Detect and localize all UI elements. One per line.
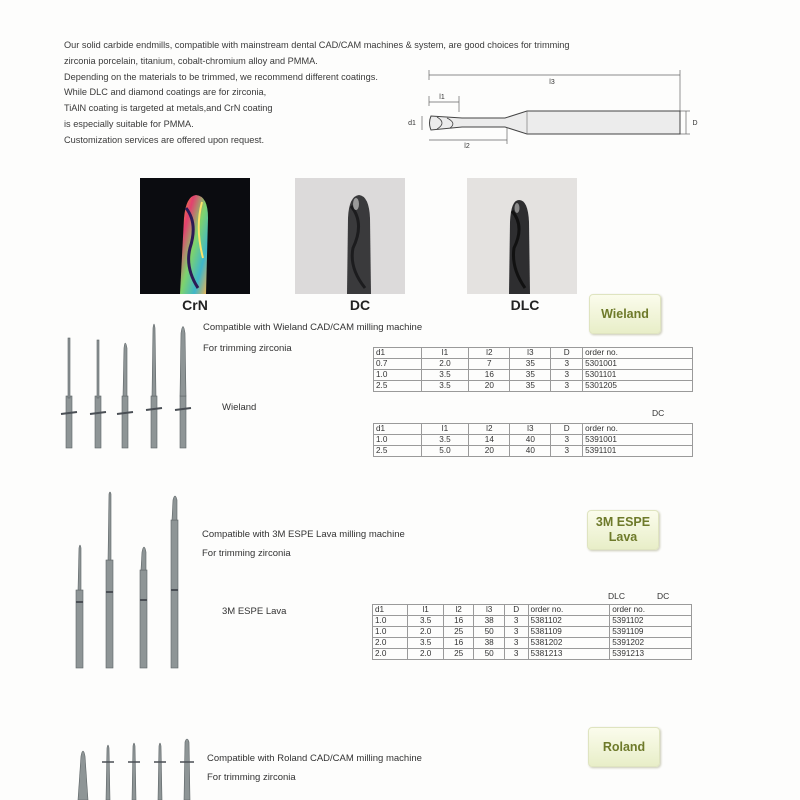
col-header: D bbox=[551, 424, 583, 435]
col-header: d1 bbox=[374, 348, 422, 359]
intro-line: Our solid carbide endmills, compatible with mainstream dental CAD/CAM machines & system, are good choices for trimming bbox=[64, 40, 570, 50]
cell: 5.0 bbox=[421, 446, 469, 457]
cell: 40 bbox=[510, 435, 551, 446]
col-header: order no. bbox=[610, 605, 692, 616]
col-header: l2 bbox=[469, 348, 510, 359]
table-row bbox=[374, 359, 693, 370]
cell: 14 bbox=[469, 435, 510, 446]
cell: 3.5 bbox=[421, 381, 469, 392]
cell: 0.7 bbox=[374, 359, 422, 370]
cell: 5301001 bbox=[583, 359, 693, 370]
wieland-dc-title: DC bbox=[652, 408, 665, 418]
col-header: l1 bbox=[421, 348, 469, 359]
col-header: l2 bbox=[469, 424, 510, 435]
intro-line: Depending on the materials to be trimmed, we recommend different coatings. bbox=[64, 71, 378, 82]
cell: 1.0 bbox=[373, 627, 408, 638]
cell: 5301205 bbox=[583, 381, 693, 392]
cell: 38 bbox=[474, 616, 505, 627]
cell: 3 bbox=[504, 616, 528, 627]
cell: 1.0 bbox=[373, 616, 408, 627]
roland-tools-photo bbox=[72, 736, 202, 800]
col-header: l3 bbox=[510, 348, 551, 359]
table-row bbox=[373, 649, 692, 660]
cell: 5391213 bbox=[610, 649, 692, 660]
coating-caption-dlc: DLC bbox=[510, 297, 540, 313]
D-label: D bbox=[692, 120, 698, 127]
cell: 35 bbox=[510, 359, 551, 370]
cell: 5391001 bbox=[583, 435, 693, 446]
l3-label: l3 bbox=[549, 79, 555, 86]
col-header: l1 bbox=[408, 605, 443, 616]
intro-line: is especially suitable for PMMA. bbox=[64, 118, 194, 129]
cell: 2.0 bbox=[408, 649, 443, 660]
table-header-row bbox=[374, 424, 693, 435]
cell: 3 bbox=[504, 649, 528, 660]
table-row bbox=[373, 616, 692, 627]
cell: 5381202 bbox=[528, 638, 610, 649]
wieland-dc-table bbox=[373, 423, 693, 457]
l1-label: l1 bbox=[439, 94, 445, 101]
cell: 2.0 bbox=[408, 627, 443, 638]
lava-tools-photo bbox=[70, 490, 190, 670]
lava-badge: 3M ESPE Lava bbox=[587, 510, 659, 550]
cell: 5381109 bbox=[528, 627, 610, 638]
cell: 5391101 bbox=[583, 446, 693, 457]
col-header: l2 bbox=[443, 605, 474, 616]
cell: 50 bbox=[474, 627, 505, 638]
cell: 25 bbox=[443, 649, 474, 660]
cell: 40 bbox=[510, 446, 551, 457]
cell: 5391202 bbox=[610, 638, 692, 649]
cell: 20 bbox=[469, 446, 510, 457]
roland-trim-text: For trimming zirconia bbox=[207, 772, 296, 783]
table-row bbox=[373, 627, 692, 638]
intro-line: Customization services are offered upon request. bbox=[64, 134, 265, 145]
cell: 3.5 bbox=[421, 370, 469, 381]
cell: 2.0 bbox=[421, 359, 469, 370]
cell: 3 bbox=[551, 381, 583, 392]
cell: 5391109 bbox=[610, 627, 692, 638]
wieland-label: Wieland bbox=[222, 402, 257, 413]
cell: 2.5 bbox=[374, 381, 422, 392]
col-header: l3 bbox=[474, 605, 505, 616]
cell: 7 bbox=[469, 359, 510, 370]
cell: 3 bbox=[504, 638, 528, 649]
cell: 1.0 bbox=[374, 370, 422, 381]
cell: 3.5 bbox=[408, 616, 443, 627]
cell: 5381102 bbox=[528, 616, 610, 627]
roland-compat-text: Compatible with Roland CAD/CAM milling machine bbox=[207, 753, 422, 764]
col-header: D bbox=[504, 605, 528, 616]
lava-dc-col-title: DC bbox=[657, 591, 670, 601]
cell: 35 bbox=[510, 370, 551, 381]
cell: 16 bbox=[443, 616, 474, 627]
cell: 3.5 bbox=[408, 638, 443, 649]
cell: 35 bbox=[510, 381, 551, 392]
coating-caption-crn: CrN bbox=[182, 297, 208, 313]
wieland-trim-text: For trimming zirconia bbox=[203, 343, 292, 354]
lava-label: 3M ESPE Lava bbox=[222, 606, 287, 617]
roland-badge: Roland bbox=[588, 727, 660, 767]
crn-coated-tool-photo bbox=[140, 178, 250, 294]
dlc-coated-tool-photo bbox=[467, 178, 577, 294]
cell: 16 bbox=[443, 638, 474, 649]
intro-line: While DLC and diamond coatings are for zirconia, bbox=[64, 87, 267, 98]
wieland-badge: Wieland bbox=[589, 294, 661, 334]
l2-label: l2 bbox=[464, 143, 470, 150]
col-header: order no. bbox=[583, 424, 693, 435]
table-row bbox=[374, 381, 693, 392]
col-header: d1 bbox=[374, 424, 422, 435]
coating-caption-dc: DC bbox=[349, 297, 371, 313]
intro-line: zirconia porcelain, titanium, cobalt-chromium alloy and PMMA. bbox=[64, 55, 318, 66]
table-header-row bbox=[373, 605, 692, 616]
cell: 5381213 bbox=[528, 649, 610, 660]
endmill-dimension-drawing bbox=[402, 66, 712, 166]
lava-dlc-col-title: DLC bbox=[608, 591, 626, 601]
col-header: D bbox=[551, 348, 583, 359]
cell: 3 bbox=[504, 627, 528, 638]
cell: 38 bbox=[474, 638, 505, 649]
cell: 3 bbox=[551, 446, 583, 457]
lava-spec-table bbox=[372, 604, 692, 660]
wieland-spec-table bbox=[373, 347, 693, 392]
cell: 25 bbox=[443, 627, 474, 638]
col-header: l1 bbox=[421, 424, 469, 435]
cell: 2.5 bbox=[374, 446, 422, 457]
intro-line: TiAlN coating is targeted at metals,and CrN coating bbox=[64, 103, 273, 114]
table-row bbox=[374, 435, 693, 446]
cell: 3 bbox=[551, 370, 583, 381]
col-header: l3 bbox=[510, 424, 551, 435]
col-header: order no. bbox=[528, 605, 610, 616]
cell: 16 bbox=[469, 370, 510, 381]
lava-compat-text: Compatible with 3M ESPE Lava milling machine bbox=[202, 529, 405, 540]
cell: 20 bbox=[469, 381, 510, 392]
cell: 2.0 bbox=[373, 638, 408, 649]
cell: 3 bbox=[551, 435, 583, 446]
cell: 3 bbox=[551, 359, 583, 370]
table-row bbox=[374, 370, 693, 381]
table-row bbox=[374, 446, 693, 457]
wieland-tools-photo bbox=[58, 318, 198, 453]
cell: 1.0 bbox=[374, 435, 422, 446]
col-header: d1 bbox=[373, 605, 408, 616]
col-header: order no. bbox=[583, 348, 693, 359]
cell: 5391102 bbox=[610, 616, 692, 627]
dc-coated-tool-photo bbox=[295, 178, 405, 294]
table-row bbox=[373, 638, 692, 649]
wieland-compat-text: Compatible with Wieland CAD/CAM milling machine bbox=[203, 322, 423, 333]
cell: 2.0 bbox=[373, 649, 408, 660]
table-header-row bbox=[374, 348, 693, 359]
cell: 50 bbox=[474, 649, 505, 660]
lava-trim-text: For trimming zirconia bbox=[202, 548, 291, 559]
cell: 3.5 bbox=[421, 435, 469, 446]
cell: 5301101 bbox=[583, 370, 693, 381]
d1-label: d1 bbox=[408, 120, 416, 127]
